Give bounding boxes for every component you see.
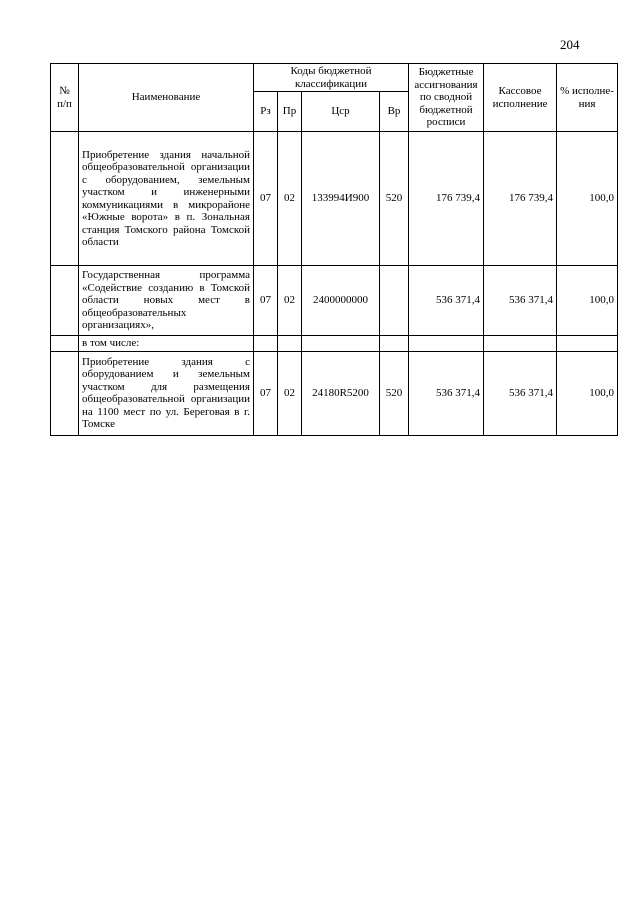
table-row (51, 336, 618, 352)
row-allocations: 176 739,4 (409, 132, 484, 266)
row-csr: 133994И900 (302, 132, 380, 266)
header-allocations: Бюджетные ассигнования по сводной бюджетной росписи (409, 64, 484, 132)
row-name: Приобретение здания с оборудованием и земельным участком для размещения общеобразовательной организации на 1100 мест по ул. Береговая в г. Томске (79, 351, 254, 435)
header-cash: Кассовое исполнение (484, 64, 557, 132)
header-percent: % исполне-ния (557, 64, 618, 132)
row-num (51, 336, 79, 352)
row-vr: 520 (380, 132, 409, 266)
row-percent: 100,0 (557, 132, 618, 266)
row-name: Государственная программа «Содействие созданию в Томской области новых мест в общеобразовательных организациях», (79, 266, 254, 336)
header-vr: Вр (380, 92, 409, 132)
row-num (51, 132, 79, 266)
row-rz: 07 (254, 132, 278, 266)
table-row (51, 132, 618, 266)
row-percent: 100,0 (557, 266, 618, 336)
table-row (51, 351, 618, 435)
row-vr (380, 336, 409, 352)
row-vr (380, 266, 409, 336)
row-percent (557, 336, 618, 352)
header-pr: Пр (278, 92, 302, 132)
row-pr: 02 (278, 132, 302, 266)
header-num: № п/п (51, 64, 79, 132)
row-csr: 24180R5200 (302, 351, 380, 435)
row-pr (278, 336, 302, 352)
row-percent: 100,0 (557, 351, 618, 435)
header-codes: Коды бюджетной классификации (254, 64, 409, 92)
header-name: Наименование (79, 64, 254, 132)
row-cash: 176 739,4 (484, 132, 557, 266)
row-rz: 07 (254, 351, 278, 435)
table-row (51, 266, 618, 336)
page-number: 204 (560, 37, 580, 52)
row-allocations: 536 371,4 (409, 266, 484, 336)
row-pr: 02 (278, 266, 302, 336)
row-num (51, 351, 79, 435)
row-name: Приобретение здания начальной общеобразовательной организации с оборудованием, земельным участком и инженерными коммуникациями в микрорайоне «Южные ворота» в п. Зональная станция Томского района Томской области (79, 132, 254, 266)
row-rz: 07 (254, 266, 278, 336)
row-csr: 2400000000 (302, 266, 380, 336)
row-allocations: 536 371,4 (409, 351, 484, 435)
row-vr: 520 (380, 351, 409, 435)
row-pr: 02 (278, 351, 302, 435)
row-rz (254, 336, 278, 352)
row-name: в том числе: (79, 336, 254, 352)
header-rz: Рз (254, 92, 278, 132)
header-csr: Цср (302, 92, 380, 132)
row-num (51, 266, 79, 336)
row-cash: 536 371,4 (484, 266, 557, 336)
row-cash (484, 336, 557, 352)
row-allocations (409, 336, 484, 352)
budget-execution-table (50, 63, 618, 436)
row-cash: 536 371,4 (484, 351, 557, 435)
row-csr (302, 336, 380, 352)
